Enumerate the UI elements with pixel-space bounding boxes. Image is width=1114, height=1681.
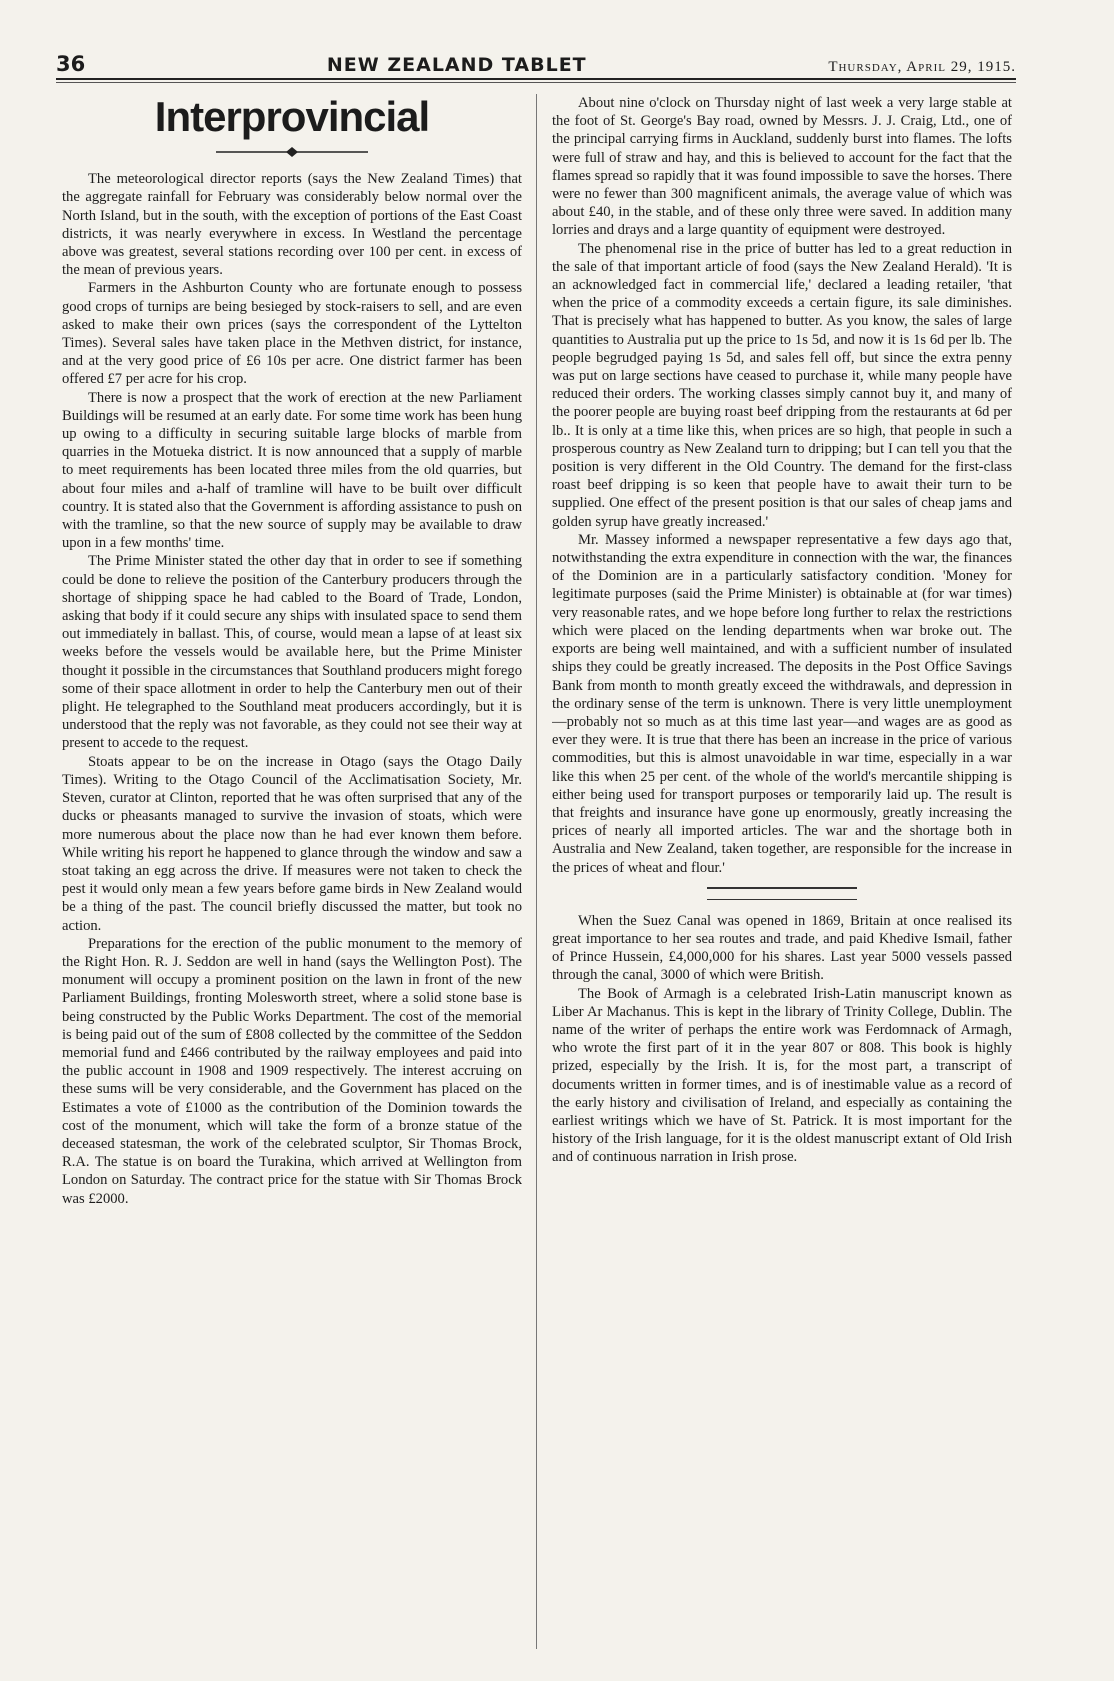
right-paragraph-5: The Book of Armagh is a celebrated Irish-Latin manuscript known as Liber Ar Machanus. This is kept in the library of Trinity College, Dublin. The name of the writer of perhaps the entire work was Ferdomnack of Armagh, who wrote the first part of it in the year 807 or 808. This book is highly prized, especially by the Irish. It is, for the most part, a transcript of documents written in former times, and is of inestimable value as a record of the early history and civilisation of Ireland, and especially as containing the earliest writings which we have of St. Patrick. It is most important for the history of the Irish language, for it is the oldest manuscript extant of Old Irish and of continuous narration in Irish prose.	[552, 985, 1012, 1166]
header-rule	[56, 78, 1016, 80]
section-separator-thin	[707, 899, 857, 900]
right-paragraph-3: Mr. Massey informed a newspaper representative a few days ago that, notwithstanding the extra expenditure in connection with the war, the finances of the Dominion are in a particularly satisfactory condition. 'Money for legitimate purposes (said the Prime Minister) is obtainable at (for war times) very reasonable rates, and we hope before long further to relax the restrictions which were placed on the lending departments when war broke out. The exports are being well maintained, and with a sufficient number of insulated ships they could be greatly increased. The deposits in the Post Office Savings Bank from month to month greatly exceed the withdrawals, and depression in the ordinary sense of the term is unknown. There is very little unemployment—probably not so much as at this time last year—and wages are as good as ever they were. It is true that there has been an increase in the price of various commodities, but this is almost unavoidable in war time, especially in a war like this when 25 per cent. of the whole of the world's mercantile shipping is either being used for transport purposes or temporarily laid up. The result is that freights and insurance have gone up enormously, greatly increasing the prices of nearly all imported articles. The war and the shortage both in Australia and New Zealand, taken together, are responsible for the increase in the prices of wheat and flour.'	[552, 531, 1012, 876]
masthead: NEW ZEALAND TABLET	[326, 54, 587, 76]
page-header	[56, 48, 1016, 76]
section-separator	[707, 887, 857, 889]
page-number: 36	[56, 52, 86, 76]
right-column	[552, 94, 1012, 1654]
header-rule-thin	[56, 82, 1016, 83]
left-paragraph-1: The meteorological director reports (says the New Zealand Times) that the aggregate rainfall for February was considerably below normal over the North Island, but in the south, with the exception of portions of the East Coast districts, it was nearly everywhere in excess. In Westland the percentage above was greatest, several stations recording over 100 per cent. in excess of the mean of previous years.	[62, 171, 522, 279]
left-paragraph-5: Stoats appear to be on the increase in Otago (says the Otago Daily Times). Writing to the Otago Council of the Acclimatisation Society, Mr. Steven, curator at Clinton, reported that he was often surprised that any of the ducks or pheasants managed to survive the invasion of stoats, which were more numerous about the place now than he had ever known them before. While writing his report he happened to glance through the window and saw a stoat taking an egg across the drive. If measures were not taken to check the pest it would only mean a few years before game birds in New Zealand would be a thing of the past. The council briefly discussed the matter, but took no action.	[62, 753, 522, 934]
right-paragraph-1: About nine o'clock on Thursday night of last week a very large stable at the foot of St. George's Bay road, owned by Messrs. J. J. Craig, Ltd., one of the principal carrying firms in Auckland, suddenly burst into flames. The lofts were full of straw and hay, and this is believed to account for the fact that the flames spread so rapidly that it was found impossible to save the horses. There were no fewer than 300 magnificent animals, the average value of which was about £40, in the stable, and of these only three were saved. In addition many lorries and drays and a large quantity of equipment were destroyed.	[552, 95, 1012, 239]
left-paragraph-4: The Prime Minister stated the other day that in order to see if something could be done to relieve the position of the Canterbury producers through the shortage of shipping space he had cabled to the Board of Trade, London, asking that body if it could secure any ships with insulated space to send them out immediately in ballast. This, of course, would mean a lapse of at least six weeks before the vessels would be available here, but the Prime Minister thought it possible in the circumstances that Southland producers might forego some of their space allotment in order to help the Canterbury men out of their plight. He telegraphed to the Southland meat producers accordingly, but it is understood that the reply was not favorable, as they could not see their way at present to accede to the request.	[62, 553, 522, 752]
right-paragraph-2: The phenomenal rise in the price of butter has led to a great reduction in the sale of that important article of food (says the New Zealand Herald). 'It is an acknowledged fact in commercial life,' declared a leading retailer, 'that when the price of a commodity exceeds a certain figure, its sale diminishes. That is precisely what has happened to butter. As you know, the sales of large quantities to Australia put up the price to 1s 5d, and now it is 1s 6d per lb. The people begrudged paying 1s 5d, and sales fell off, but since the extra penny was put on large sections have ceased to purchase it, while many people have reduced their orders. The working classes simply cannot buy it, and many of the poorer people are buying roast beef dripping from the restaurants at 6d per lb.. It is only at a time like this, when prices are so high, that people in such a prosperous country as New Zealand turn to dripping; but I can tell you that the position is very different in the Old Country. The demand for the first-class roast beef dripping is so keen that people have to await their turn to be supplied. One effect of the present position is that our sales of cheap jams and golden syrup have greatly increased.'	[552, 240, 1012, 530]
left-paragraph-3: There is now a prospect that the work of erection at the new Parliament Buildings will be resumed at an early date. For some time work has been hung up owing to a difficulty in securing suitable large blocks of marble from quarries in the Motueka district. It is now announced that a supply of marble to meet requirements has been located three miles from the old quarries, but about four miles and a-half of tramline will have to be built over difficult country. It is stated also that the Government is affording assistance to push on with the tramline, so that the new source of supply may be available to draw upon in a few months' time.	[62, 389, 522, 552]
column-divider	[536, 94, 537, 1649]
title-ornament	[212, 146, 372, 158]
left-column	[62, 94, 522, 1654]
article-title: Interprovincial	[154, 94, 430, 140]
left-paragraph-2: Farmers in the Ashburton County who are fortunate enough to possess good crops of turnips are being besieged by stock-raisers to sell, and are even asked to make their own prices (says the correspondent of the Lyttelton Times). Several sales have taken place in the Methven district, for instance, and at the very good price of £6 10s per acre. One district farmer has been offered £7 per acre for his crop.	[62, 280, 522, 388]
left-paragraph-6: Preparations for the erection of the public monument to the memory of the Right Hon. R. J. Seddon are well in hand (says the Wellington Post). The monument will occupy a prominent position on the lawn in front of the new Parliament Buildings, fronting Molesworth street, where a solid stone base is being constructed by the Public Works Department. The cost of the memorial is being paid out of the sum of £808 collected by the committee of the Seddon memorial fund and £466 contributed by the railway employees and paid into the public account in 1908 and 1909 respectively. The interest accruing on these sums will be very considerable, and the Government has placed on the Estimates a vote of £1000 as the contribution of the Dominion towards the cost of the monument, which will take the form of a bronze statue of the deceased statesman, the work of the celebrated sculptor, Sir Thomas Brock, R.A. The statue is on board the Turakina, which arrived at Wellington from London on Saturday. The contract price for the statue with Sir Thomas Brock was £2000.	[62, 935, 522, 1207]
issue-date: Thursday, April 29, 1915.	[828, 59, 1016, 75]
right-paragraph-4: When the Suez Canal was opened in 1869, Britain at once realised its great importance to her sea routes and trade, and paid Khedive Ismail, father of Prince Hussein, £4,000,000 for his shares. Last year 5000 vessels passed through the canal, 3000 of which were British.	[552, 912, 1012, 984]
